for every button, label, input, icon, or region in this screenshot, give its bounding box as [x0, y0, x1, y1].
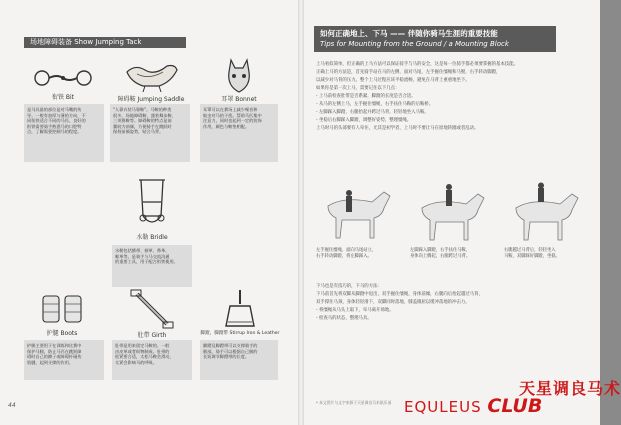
- mounting-photo-1: [314, 182, 404, 244]
- brand-logo-cn: 天星调良马术: [519, 379, 621, 398]
- tack-saddle-description: [110, 104, 190, 162]
- text-line: 右腿越过马背后，轻轻坐入: [504, 248, 556, 253]
- footnote: * 本文图片与文字来源于天星调良马术俱乐部: [316, 400, 392, 405]
- girth-icon: [129, 290, 175, 330]
- tack-stirrup: [196, 288, 284, 336]
- text-line: 的重要工具，用于配合衔铁使用。: [115, 259, 178, 265]
- right-page: [304, 0, 600, 425]
- text-line: 身体向上腾起，右腿跨过马背。: [410, 253, 471, 259]
- tack-boots: [24, 292, 100, 337]
- text-line: 长短调节脚蹬带的长度。: [203, 354, 250, 360]
- text-line: 保护马腿，防止马匹在跳跃障: [27, 348, 82, 354]
- text-line: 肚带是用来固定马鞍的，一般: [115, 343, 170, 348]
- text-line: 耳罩可以在赛场上减少噪音和: [203, 107, 258, 112]
- step-item: - 从马的左侧上马，左手握住缰绳，右手扶住马鞍的后鞍桥。: [316, 102, 434, 107]
- tack-bonnet-caption: 耳罩 Bonnet: [221, 96, 257, 103]
- photo-caption-2: [410, 248, 498, 259]
- intro-text: [316, 62, 588, 134]
- text-line: 水勒包括额带、颊革、鼻革、: [115, 248, 170, 253]
- bit-icon: [33, 64, 93, 92]
- tack-girth-caption: 肚带 Girth: [137, 332, 167, 339]
- bonnet-icon: [219, 58, 259, 94]
- paragraph: 下马前首先将双脚从脚蹬中退出，双手握住缰绳，身体前倾，右腿向后抬起越过马背，: [316, 292, 483, 297]
- paragraph: 上马看似简单，但正确的上马方法可以保证骑手与马的安全，这是每一位骑手都必须要掌握的基本技能。: [316, 62, 518, 67]
- saddle-icon: [121, 60, 181, 94]
- boots-icon: [39, 292, 85, 328]
- text-line: 三项赛鞍等。障碍鞍的特点是前: [113, 118, 172, 124]
- paragraph: 正确上马的方法是，首先骑手站在马的左侧，面对马尾，左手握住缰绳和马鬃，右手转动脚蹬，: [316, 70, 501, 75]
- dismount-title: 下马也是有技巧的，下马的方法：: [316, 284, 382, 289]
- tack-boots-description: [24, 340, 104, 380]
- stirrup-icon: [220, 288, 260, 330]
- tack-bonnet-description: [200, 104, 278, 162]
- tack-bridle-description: [112, 245, 192, 287]
- tack-bridle: [112, 176, 192, 241]
- brand-logo-en-a: EQULEUS: [404, 398, 488, 416]
- text-line: 衔铁需要骑手熟悉马的口腔特: [27, 123, 82, 129]
- text-line: 喉革等，是骑手与马交流沟通: [115, 253, 170, 259]
- note: 上马时马的头部要有人牵住，尤其是初学者，上马时不要让马在原地转圈或者乱动。: [316, 126, 479, 131]
- tack-bonnet: [204, 58, 274, 103]
- text-line: 蚊虫对马的干扰。帮助马匹集中: [203, 112, 262, 118]
- tack-bridle-caption: 水勒 Bridle: [136, 234, 168, 241]
- text-line: 同衔铁适合不同的马匹，良好的: [27, 118, 86, 124]
- brand-logo-en: [404, 395, 542, 417]
- tack-bit: [28, 64, 98, 101]
- text-line: 导。一般有加厚与薄的方向，不: [27, 112, 86, 118]
- text-line: 很多，场地障碍鞍、盛装舞步鞍、: [113, 112, 176, 118]
- text-line: 注意力，同时也起到一定的装饰: [203, 118, 262, 124]
- step-item: - 上马前检查肚带是否系紧，脚蹬的长度是否合适。: [316, 94, 416, 99]
- mounting-photo-2: [408, 182, 498, 244]
- text-line: 太紧会影响马的呼吸。: [115, 359, 157, 365]
- tack-bit-caption: 衔铁 Bit: [51, 94, 75, 101]
- text-line: 腿部，骑手可以根据自己腿的: [203, 348, 258, 354]
- photo-caption-1: [316, 248, 404, 259]
- tack-stirrup-description: [200, 340, 278, 380]
- header-title-cn: 如何正确地上、下马 —— 伴随你骑马生涯的重要技能: [320, 29, 498, 38]
- dismount-text: [316, 284, 588, 324]
- header-title-en: Tips for Mounting from the Ground / a Mounting Block: [320, 40, 509, 48]
- text-line: 马鞍，双脚踩好脚蹬，坐稳。: [504, 253, 560, 259]
- tack-saddle: [108, 60, 194, 103]
- text-line: 点，了解需要控制马的程度。: [27, 129, 82, 135]
- tack-girth: [112, 290, 192, 339]
- paragraph: - 检查马的状态，整理马具。: [316, 316, 372, 321]
- text-line: 保持前倾姿势，贴合马背。: [113, 129, 164, 135]
- text-line: 碍时自己的蹄子或障碍杆碰伤: [27, 354, 82, 360]
- text-line: 护腿主要用于在训练和比赛中: [27, 343, 82, 348]
- photo-caption-3: [504, 248, 592, 259]
- bridle-icon: [129, 176, 175, 232]
- brand-logo-en-b: CLUB: [487, 395, 543, 417]
- tack-bit-description: [24, 104, 104, 162]
- tack-stirrup-caption: 脚蹬，脚蹬带 Stirrup Iron & Leather: [200, 331, 280, 336]
- text-line: 由皮革或者织物制成。肚带的: [115, 348, 170, 354]
- step-item: - 左脚踩入脚蹬，右腿抬起并跨过马背，轻轻地坐入马鞍。: [316, 110, 429, 115]
- text-line: 是马具最的部位是对马嘴的传: [27, 107, 82, 112]
- text-line: "人靠衣装马靠鞍"。马鞍的种类: [113, 107, 172, 112]
- steps-title: 如果你是第一次上马，需要记住以下几点：: [316, 86, 400, 91]
- text-line: 作用，颜色与鞍垫相配。: [203, 123, 250, 129]
- paragraph: 以减少对马背的压力。整个上马过程应该平稳流畅，避免在马背上重重地坐下。: [316, 78, 470, 83]
- tack-saddle-caption: 障碍鞍 Jumping Saddle: [117, 96, 185, 103]
- text-line: 松紧要合适，太松马鞍会滑动，: [115, 354, 174, 360]
- left-section-header: 场地障碍装备 Show Jumping Tack: [24, 37, 186, 48]
- text-line: 右手转动脚蹬，将左脚踩入。: [316, 253, 372, 259]
- left-page: [0, 0, 298, 425]
- text-line: 脚蹬及脚蹬带可以支撑骑手的: [203, 343, 258, 348]
- step-item: - 坐稳后右脚踩入脚蹬，调整好姿势，整理缰绳。: [316, 118, 412, 123]
- paragraph: - 将缰绳从马头上取下，牵马离开场地。: [316, 308, 394, 313]
- text-line: 肌腱，起到支撑的作用。: [27, 359, 74, 365]
- tack-boots-caption: 护腿 Boots: [46, 330, 78, 337]
- text-line: 左手握住缰绳，面向马尾站立，: [316, 248, 377, 253]
- paragraph: 双手撑住马颈，身体轻轻滑下，双脚同时落地，膝盖微屈以缓冲落地的冲击力。: [316, 300, 470, 305]
- tack-girth-description: [112, 340, 192, 380]
- page-number: 44: [8, 402, 16, 409]
- right-section-header: [314, 26, 556, 52]
- mounting-photo-3: [502, 182, 592, 244]
- text-line: 左脚踩入脚蹬，右手扶住马鞍，: [410, 248, 471, 253]
- text-line: 翼较为前倾，方便骑手在跳跃时: [113, 123, 172, 129]
